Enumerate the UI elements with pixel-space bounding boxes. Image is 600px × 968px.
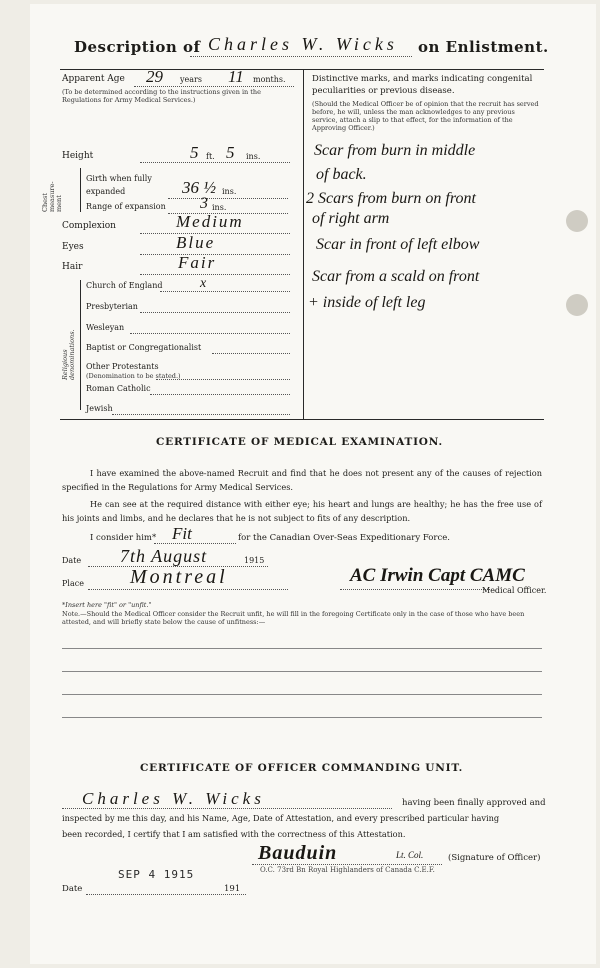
religion-dotted-line-5 <box>156 379 290 380</box>
unfit-cause-line-3 <box>62 694 542 695</box>
officer-date-year: 191 <box>224 884 241 894</box>
height-label: Height <box>62 151 94 161</box>
religion-jewish-label: Jewish <box>86 404 113 413</box>
ins-label: ins. <box>246 152 261 161</box>
officer-heading: CERTIFICATE OF OFFICER COMMANDING UNIT. <box>140 762 464 774</box>
religions-group-label: Religious denominations. <box>61 329 76 380</box>
chest-brace <box>80 168 81 212</box>
chest-group-label: Chest measure-ment <box>41 181 63 212</box>
religions-brace <box>80 280 81 410</box>
officer-date-label: Date <box>62 884 83 894</box>
religion-dotted-line-7 <box>112 414 290 415</box>
mark-line-5: Scar in front of left elbow <box>316 236 480 253</box>
name-dotted-line <box>190 56 412 57</box>
distinctive-marks-note: (Should the Medical Officer be of opinion that the recruit has served before, he will, unless the man acknowledges to any previous service, attach a slip to that effect, for the information of the Approving Officer.) <box>312 100 539 132</box>
medical-place-label: Place <box>62 579 84 588</box>
medical-heading: CERTIFICATE OF MEDICAL EXAMINATION. <box>156 436 443 448</box>
religion-presbyterian-label: Presbyterian <box>86 302 138 311</box>
height-inches: 5 <box>226 143 235 162</box>
officer-text-2: inspected by me this day, and his Name, Age, Date of Attestation, and every prescribed particular having <box>62 813 500 823</box>
frame-bottom-line <box>60 419 544 420</box>
girth-label: Girth when fully expanded <box>86 174 152 196</box>
consider-prefix: I consider him* <box>90 533 157 543</box>
girth-ins-label: ins. <box>222 187 237 196</box>
medical-place-value: Montreal <box>130 566 228 588</box>
punch-hole-top <box>566 210 588 232</box>
consider-suffix: for the Canadian Over-Seas Expeditionary Force. <box>238 533 450 543</box>
medical-year: 1915 <box>244 556 265 565</box>
distinctive-marks-heading: Distinctive marks, and marks indicating congenital peculiarities or previous disease. <box>312 74 533 96</box>
mark-line-6: Scar from a scald on front <box>312 268 480 285</box>
girth-dotted-line <box>168 198 288 199</box>
religion-other-protestants-label: Other Protestants <box>86 362 159 371</box>
religion-wesleyan-label: Wesleyan <box>86 323 125 332</box>
mark-line-2: of back. <box>316 166 367 183</box>
mark-line-4: of right arm <box>312 210 390 227</box>
ft-label: ft. <box>206 152 215 161</box>
religion-dotted-line-2 <box>140 312 290 313</box>
age-months: 11 <box>228 67 244 86</box>
age-dotted-line <box>134 86 294 87</box>
religion-roman-catholic-label: Roman Catholic <box>86 384 151 393</box>
mark-line-3: 2 Scars from burn on front <box>306 190 476 207</box>
medical-paragraph-2: He can see at the required distance with either eye; his heart and lungs are healthy; he has the free use of his joints and limbs, and he declares that he is not subject to fits of any description. <box>62 499 542 523</box>
range-label: Range of expansion <box>86 202 166 211</box>
fit-value: Fit <box>172 524 192 543</box>
mark-line-7: + inside of left leg <box>308 294 426 311</box>
recruit-name: Charles W. Wicks <box>208 34 398 54</box>
height-dotted-line <box>140 162 290 163</box>
complexion-value: Medium <box>176 212 244 231</box>
eyes-label: Eyes <box>62 242 84 252</box>
officer-signature-dotted-line <box>252 864 442 865</box>
medical-officer-signature: AC Irwin Capt CAMC <box>350 565 525 586</box>
age-years: 29 <box>146 67 163 86</box>
unfit-cause-line-4 <box>62 717 542 718</box>
officer-signature-label: (Signature of Officer) <box>448 853 541 863</box>
mark-line-1: Scar from burn in middle <box>314 142 476 159</box>
fit-footnote: *Insert here "fit" or "unfit." <box>62 601 152 609</box>
officer-signature-title: Lt. Col. <box>396 850 424 860</box>
medical-place-dotted-line <box>88 589 288 590</box>
punch-hole-bottom <box>566 294 588 316</box>
medical-note: Note.—Should the Medical Officer consider the Recruit unfit, he will fill in the foregoing Certificate only in the case of those who have been attested, and will briefly state below the cause of unfitness:— <box>62 610 525 626</box>
hair-value: Fair <box>178 253 217 272</box>
hair-dotted-line <box>140 274 290 275</box>
range-value: 3 <box>200 195 208 212</box>
medical-date-label: Date <box>62 556 82 565</box>
complexion-label: Complexion <box>62 221 116 231</box>
girth-value: 36 ½ <box>182 178 216 197</box>
years-label: years <box>180 75 202 84</box>
column-divider <box>303 69 304 420</box>
eyes-value: Blue <box>176 233 216 252</box>
months-label: months. <box>253 75 286 84</box>
age-note: (To be determined according to the instructions given in the Regulations for Army Medical Services.) <box>62 88 261 104</box>
medical-paragraph-1: I have examined the above-named Recruit and find that he does not present any of the causes of rejection specified in the Regulations for Army Medical Services. <box>62 468 542 492</box>
officer-recruit-name: Charles W. Wicks <box>82 789 265 808</box>
officer-name-dotted-line <box>62 808 392 809</box>
officer-unit-stamp: O.C. 73rd Bn Royal Highlanders of Canada C.E.F. <box>260 866 435 874</box>
officer-date-dotted-line <box>86 894 246 895</box>
fit-dotted-line <box>154 543 236 544</box>
hair-label: Hair <box>62 262 83 272</box>
height-feet: 5 <box>190 143 199 162</box>
officer-text-3: been recorded, I certify that I am satisfied with the correctness of this Attestation. <box>62 829 406 839</box>
apparent-age-label: Apparent Age <box>62 74 125 84</box>
religion-dotted-line-1 <box>160 291 290 292</box>
religion-church-of-england-label: Church of England <box>86 281 163 290</box>
religion-baptist-label: Baptist or Congregationalist <box>86 343 202 352</box>
range-ins-label: ins. <box>212 203 227 212</box>
other-protestants-note: (Denomination to be stated.) <box>86 372 181 380</box>
officer-text-1: having been finally approved and <box>402 798 546 808</box>
medical-officer-label: Medical Officer. <box>482 586 547 595</box>
unfit-cause-line-1 <box>62 648 542 649</box>
officer-date-stamp: SEP 4 1915 <box>118 868 195 881</box>
religion-dotted-line-3 <box>130 333 290 334</box>
officer-signature: Bauduin <box>258 842 338 864</box>
title-prefix: Description of <box>74 38 201 56</box>
medical-signature-dotted-line <box>340 589 490 590</box>
frame-top-line <box>60 69 544 70</box>
medical-date-value: 7th August <box>120 546 208 566</box>
religion-dotted-line-6 <box>150 394 290 395</box>
religion-church-of-england-mark: x <box>200 276 207 291</box>
religion-dotted-line-4 <box>212 353 290 354</box>
unfit-cause-line-2 <box>62 671 542 672</box>
title-suffix: on Enlistment. <box>418 38 549 56</box>
